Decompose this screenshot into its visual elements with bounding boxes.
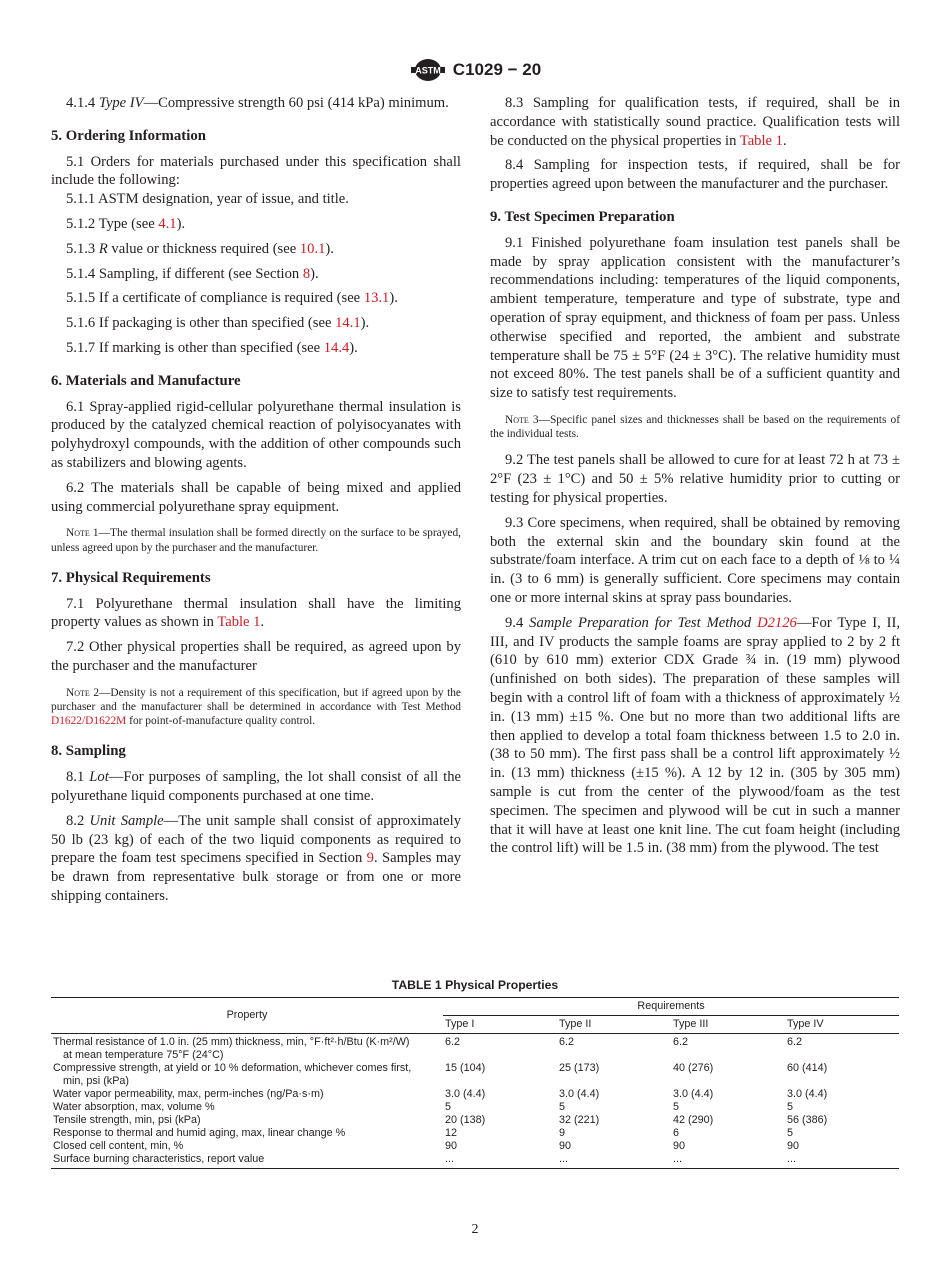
value-cell: 56 (386) [787, 1114, 828, 1126]
property-cell [51, 1062, 443, 1088]
property-header: Property [51, 998, 443, 1034]
value-cell: 6.2 [559, 1036, 575, 1048]
list-item-5-1-3: 5.1.3 R value or thickness required (see 10.1). [66, 240, 334, 257]
property-text: Water absorption, max, volume % [53, 1101, 215, 1113]
value-cell: 90 [559, 1140, 572, 1152]
value-cell: 5 [787, 1101, 794, 1113]
value-cell: 32 (221) [559, 1114, 600, 1126]
physical-properties-table [51, 978, 899, 1169]
value-cell: 3.0 (4.4) [673, 1088, 714, 1100]
paragraph-7-1: 7.1 Polyurethane thermal insulation shall have the limiting property values as shown in Table 1. [51, 595, 461, 631]
table-row [51, 1127, 899, 1140]
link-d2126[interactable]: D2126 [757, 614, 797, 631]
property-cell [51, 1127, 443, 1140]
type-header: Type I [443, 1016, 557, 1034]
value-cell: 90 [445, 1140, 458, 1152]
type-header: Type II [557, 1016, 671, 1034]
link-table-1[interactable]: Table 1 [217, 614, 261, 631]
paragraph-9-2: 9.2 The test panels shall be allowed to cure for at least 72 h at 73 ± 2°F (23 ± 1°C) and 50 ± 5% relative humidity prior to cutting or testing for physical properties. [490, 452, 900, 506]
value-cell: 5 [559, 1101, 566, 1113]
list-item-5-1-4: 5.1.4 Sampling, if different (see Section 8). [66, 265, 319, 282]
section-9-heading: 9. Test Specimen Preparation [490, 208, 675, 225]
link-13-1[interactable]: 13.1 [363, 290, 390, 307]
type-header: Type IV [785, 1016, 899, 1034]
value-cell: 9 [559, 1127, 566, 1139]
property-cell [51, 1101, 443, 1114]
paragraph-9-3: 9.3 Core specimens, when required, shall be obtained by removing both the external skin and the boundary skin found at the substrate/foam interface. A trim cut on each face to a depth of ⅛ to ¼ in. (3 to 6 mm) is generally sufficient. Core specimens may contain one or more internal skins at spray pass boundaries. [490, 514, 900, 606]
link-10-1[interactable]: 10.1 [299, 240, 326, 257]
properties-table [51, 997, 899, 1169]
value-cell: ... [671, 1153, 785, 1169]
value-cell: 6 [673, 1127, 680, 1139]
link-section-9[interactable]: 9 [366, 850, 374, 867]
left-column [51, 94, 461, 912]
value-cell: ... [443, 1153, 557, 1169]
table-row [51, 1153, 899, 1169]
right-column [490, 94, 900, 864]
link-4-1[interactable]: 4.1 [158, 215, 177, 232]
property-cell [51, 1153, 443, 1169]
value-cell: 15 (104) [445, 1062, 486, 1074]
table-row [51, 1140, 899, 1153]
link-d1622[interactable]: D1622/D1622M [51, 715, 127, 728]
value-cell: 90 [787, 1140, 800, 1152]
value-cell: 40 (276) [673, 1062, 714, 1074]
list-item-5-1-7: 5.1.7 If marking is other than specified (see 14.4). [66, 339, 358, 356]
astm-logo-icon [409, 58, 447, 82]
value-cell: 3.0 (4.4) [559, 1088, 600, 1100]
value-cell: 90 [673, 1140, 686, 1152]
section-6-heading: 6. Materials and Manufacture [51, 372, 241, 389]
requirements-header: Requirements [443, 998, 899, 1016]
property-text: Thermal resistance of 1.0 in. (25 mm) thickness, min, °F·ft²·h/Btu (K·m²/W) [53, 1036, 410, 1048]
list-item-5-1-5: 5.1.5 If a certificate of compliance is required (see 13.1). [66, 290, 398, 307]
property-text: Water vapor permeability, max, perm-inches (ng/Pa·s·m) [53, 1088, 324, 1100]
table-row [51, 1088, 899, 1101]
paragraph-4-1-4: 4.1.4 Type IV—Compressive strength 60 psi (414 kPa) minimum. [66, 95, 449, 111]
property-text-continued: min, psi (kPa) [63, 1075, 129, 1087]
property-text: Response to thermal and humid aging, max, linear change % [53, 1127, 346, 1139]
link-14-4[interactable]: 14.4 [323, 339, 350, 356]
property-text: Closed cell content, min, % [53, 1140, 184, 1152]
list-item-5-1-1: 5.1.1 ASTM designation, year of issue, and title. [66, 191, 349, 208]
paragraph-5-1: 5.1 Orders for materials purchased under this specification shall include the following: [51, 153, 461, 189]
property-text: Tensile strength, min, psi (kPa) [53, 1114, 201, 1126]
value-cell: 5 [673, 1101, 680, 1113]
property-cell [51, 1140, 443, 1153]
link-section-8[interactable]: 8 [302, 265, 311, 282]
paragraph-8-2: 8.2 Unit Sample—The unit sample shall consist of approximately 50 lb (23 kg) of each of the two liquid components as required to prepare the foam test specimens specified in Section 9. Samples may be drawn from representative bulk storage or from one or more shipping containers. [51, 812, 462, 904]
type-header: Type III [671, 1016, 785, 1034]
table-row [51, 1034, 899, 1063]
list-item-5-1-2: 5.1.2 Type (see 4.1). [66, 215, 186, 232]
value-cell: 12 [445, 1127, 458, 1139]
link-table-1-right[interactable]: Table 1 [739, 132, 783, 149]
table-row [51, 1101, 899, 1114]
value-cell: ... [785, 1153, 899, 1169]
value-cell: 5 [445, 1101, 452, 1113]
value-cell: 6.2 [673, 1036, 689, 1048]
paragraph-6-1: 6.1 Spray-applied rigid-cellular polyurethane thermal insulation is produced by the catalyzed chemical reaction of polyisocyanates with polyhydroxyl compounds, with the addition of other compounds such as stabilizers and blowing agents. [51, 398, 461, 471]
note-1: Note 1—The thermal insulation shall be formed directly on the surface to be sprayed, unless agreed upon by the purchaser and the manufacturer. [51, 527, 461, 554]
value-cell: 6.2 [445, 1036, 461, 1048]
section-5-heading: 5. Ordering Information [51, 127, 206, 144]
value-cell: 6.2 [787, 1036, 803, 1048]
value-cell: 3.0 (4.4) [445, 1088, 486, 1100]
table-title: TABLE 1 Physical Properties [391, 978, 559, 992]
section-7-heading: 7. Physical Requirements [51, 569, 211, 586]
page-number: 2 [471, 1222, 479, 1237]
section-8-heading: 8. Sampling [51, 743, 126, 760]
value-cell: 25 (173) [559, 1062, 600, 1074]
page-header [0, 56, 950, 84]
value-cell: 60 (414) [787, 1062, 828, 1074]
property-cell [51, 1114, 443, 1127]
value-cell: 5 [787, 1127, 794, 1139]
paragraph-8-4: 8.4 Sampling for inspection tests, if required, shall be for properties agreed upon between the manufacturer and the purchaser. [490, 157, 900, 193]
paragraph-9-1: 9.1 Finished polyurethane foam insulation test panels shall be made by spray application consistent with the manufacturer’s recommendations including: temperatures of the liquid components, ambient temperature, temperature and type of substrate, type and operation of spray equipment, and thickness of foam per pass. Unless otherwise specified and reported, the ambient and substrate temperature shall be 75 ± 5°F (24 ± 3°C). The relative humidity must not exceed 80%. The test panels shall be of a sufficient quantity and size to satisfy test requirements. [490, 234, 900, 402]
paragraph-8-3: 8.3 Sampling for qualification tests, if required, shall be in accordance with statistically sound practice. Qualification tests will be conducted on the physical properties in Table 1. [490, 95, 900, 149]
property-cell [51, 1088, 443, 1101]
list-item-5-1-6: 5.1.6 If packaging is other than specified (see 14.1). [66, 315, 370, 332]
property-text-continued: at mean temperature 75°F (24°C) [63, 1049, 224, 1061]
note-3: Note 3—Specific panel sizes and thicknesses shall be based on the requirements of the individual tests. [490, 413, 900, 441]
paragraph-9-4: 9.4 Sample Preparation for Test Method D2126—For Type I, II, III, and IV products the sample foams are spray applied to 2 by 2 ft (610 by 610 mm) exterior CDX Grade ¾ in. (19 mm) plywood (unfinished on both sides). The preparation of these samples will begin with a control lift of foam with a thickness of approximately ½ in. (13 mm) ±15 %. One but no more than two additional lifts are then applied to develop a total foam thickness between 1.5 to 2.0 in. (38 to 50 mm). The first pass shall be a control lift approximately ½ in. (13 mm) thickness (±15 %). A 12 by 12 in. (305 by 305 mm) sample is cut from the center of the plywood/foam as the test specimen. The specimen and plywood will be cut in such a manner that it will have at least one knit line. The cut foam height (including the control lift) will be 1.5 in. (38 mm) from the plywood. The test [490, 614, 900, 857]
link-14-1[interactable]: 14.1 [335, 315, 361, 332]
property-text: Compressive strength, at yield or 10 % deformation, whichever comes first, [53, 1062, 412, 1074]
svg-text:ASTM: ASTM [415, 65, 441, 76]
note-2: Note 2—Density is not a requirement of this specification, but if agreed upon by the purchaser and the manufacturer shall be determined in accordance with Test Method D1622/D1622M for point-of-manufacture quality control. [51, 686, 461, 728]
property-text: Surface burning characteristics, report value [53, 1153, 265, 1165]
value-cell: ... [557, 1153, 671, 1169]
value-cell: 20 (138) [445, 1114, 486, 1126]
standard-code: C1029 − 20 [452, 60, 542, 79]
value-cell: 42 (290) [673, 1114, 714, 1126]
paragraph-6-2: 6.2 The materials shall be capable of being mixed and applied using commercial polyurethane spray equipment. [51, 479, 461, 515]
paragraph-7-2: 7.2 Other physical properties shall be required, as agreed upon by the purchaser and the manufacturer [51, 639, 461, 674]
paragraph-8-1: 8.1 Lot—For purposes of sampling, the lot shall consist of all the polyurethane liquid components purchased at one time. [51, 769, 461, 804]
table-row [51, 1114, 899, 1127]
value-cell: 3.0 (4.4) [787, 1088, 828, 1100]
property-cell [51, 1034, 443, 1063]
table-row [51, 1062, 899, 1088]
